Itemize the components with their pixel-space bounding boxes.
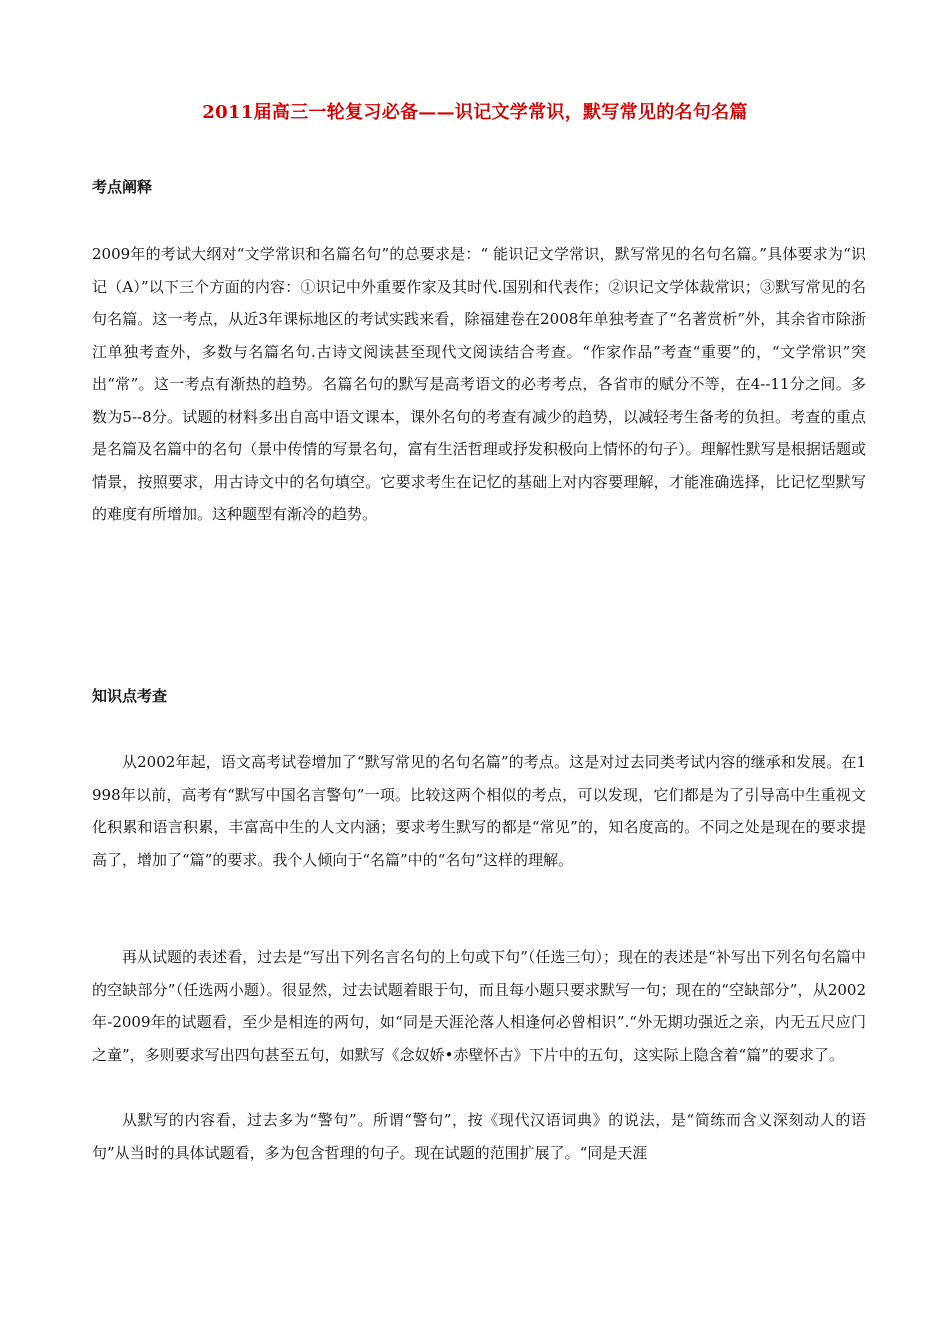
section1-paragraph: 2009年的考试大纲对“文学常识和名篇名句”的总要求是：“ 能识记文学常识，默写常见的名句名篇。”具体要求为“识记（A）”以下三个方面的内容：①识记中外重要作家及其时代.国别和代表作；②识记文学体裁常识；③默写常见的名句名篇。这一考点，从近3年课标地区的考试实践来看，除福建卷在2008年单独考查了“名著赏析”外，其余省市除浙江单独考查外，多数与名篇名句.古诗文阅读甚至现代文阅读结合考查。“作家作品”考查“重要”的，“文学常识”突出“常”。这一考点有渐热的趋势。名篇名句的默写是高考语文的必考考点，各省市的赋分不等，在4--11分之间。多数为5--8分。试题的材料多出自高中语文课本，课外名句的考查有减少的趋势，以减轻考生备考的负担。考查的重点是名篇及名篇中的名句（景中传情的写景名句，富有生活哲理或抒发积极向上情怀的句子）。理解性默写是根据话题或情景，按照要求，用古诗文中的名句填空。它要求考生在记忆的基础上对内容要理解，才能准确选择，比记忆型默写的难度有所增加。这种题型有渐冷的趋势。 — [92, 245, 866, 523]
section2-paragraph-2: 再从试题的表述看，过去是“写出下列名言名句的上句或下句”（任选三句）；现在的表述是“补写出下列名句名篇中的空缺部分”（任选两小题）。很显然，过去试题着眼于句，而且每小题只要求默写一句；现在的“空缺部分”，从2002年-2009年的试题看，至少是相连的两句，如“同是天涯沦落人相逢何必曾相识”.“外无期功强近之亲，内无五尺应门之童”，多则要求写出四句甚至五句，如默写《念奴娇•赤壁怀古》下片中的五句，这实际上隐含着“篇”的要求了。 — [92, 948, 866, 1064]
section-heading-kaodian: 考点阐释 — [92, 178, 153, 196]
document-title: 2011届高三一轮复习必备——识记文学常识，默写常见的名句名篇 — [202, 102, 748, 123]
section2-paragraph-3: 从默写的内容看，过去多为“警句”。所谓“警句”，按《现代汉语词典》的说法，是“简练而含义深刻动人的语句”从当时的具体试题看，多为包含哲理的句子。现在试题的范围扩展了。“同是天涯 — [92, 1111, 866, 1162]
section2-paragraph-1: 从2002年起，语文高考试卷增加了“默写常见的名句名篇”的考点。这是对过去同类考试内容的继承和发展。在1998年以前，高考有“默写中国名言警句”一项。比较这两个相似的考点，可以发现，它们都是为了引导高中生重视文化积累和语言积累，丰富高中生的人文内涵；要求考生默写的都是“常见”的，知名度高的。不同之处是现在的要求提高了，增加了“篇”的要求。我个人倾向于“名篇”中的“名句”这样的理解。 — [92, 753, 866, 869]
section-heading-zhishidian: 知识点考查 — [92, 687, 168, 705]
